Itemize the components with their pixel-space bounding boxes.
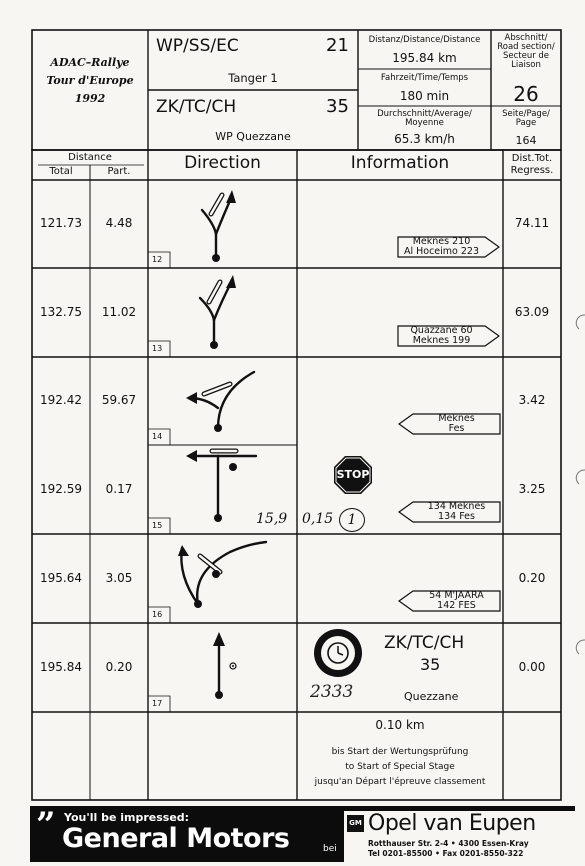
tulip-13-fork-right-icon (200, 275, 236, 349)
ad-tagline: You'll be impressed: (64, 811, 190, 824)
time-label: Fahrzeit/Time/Temps (380, 73, 469, 83)
distance-value: 195.84 km (392, 51, 457, 65)
tc-number: 35 (420, 655, 441, 674)
handwritten-circled: 1 (339, 508, 365, 532)
road-sign-left-14: Meknes Fes (398, 413, 501, 435)
row-17-number: 17 (152, 699, 163, 708)
average-value: 65.3 km/h (394, 132, 455, 146)
row-12-regress: 74.11 (514, 216, 550, 230)
zk-number: 35 (326, 96, 349, 117)
wp-label: WP/SS/EC (156, 36, 239, 56)
col-information: Information (350, 153, 450, 173)
row-12-part: 4.48 (105, 216, 133, 230)
dealer-panel (344, 811, 575, 862)
dealer-address: Rotthauser Str. 2-4 • 4300 Essen-Kray (368, 839, 529, 848)
row-12-total: 121.73 (40, 216, 82, 230)
row-17-total: 195.84 (40, 660, 82, 674)
page-value: 164 (515, 134, 537, 147)
row-16-total: 195.64 (40, 571, 82, 585)
tulip-17-straight-icon (213, 632, 236, 699)
row-15-regress: 3.25 (518, 482, 546, 496)
row-13-total: 132.75 (40, 305, 82, 319)
row-13-regress: 63.09 (514, 305, 550, 319)
road-sign-right-13: Quazzane 60 Meknes 199 (397, 325, 500, 347)
col-direction: Direction (184, 153, 261, 173)
tc-place: Quezzane (404, 690, 459, 703)
ad-banner (30, 806, 575, 862)
row-14-total: 192.42 (40, 393, 82, 407)
time-value: 180 min (399, 89, 450, 103)
event-title: ADAC–Rallye Tour d'Europe 1992 (46, 56, 134, 105)
average-label: Durchschnitt/Average/ Moyenne (377, 109, 472, 128)
row-17-part: 0.20 (105, 660, 133, 674)
row-14-part: 59.67 (101, 393, 137, 407)
col-dist-tot: Dist.Tot. Regress. (510, 153, 554, 176)
row-12-number: 12 (152, 255, 163, 264)
tulip-16-bend-icon (178, 542, 266, 608)
ad-bei: bei (323, 844, 337, 854)
row-13-part: 11.02 (101, 305, 137, 319)
tc-label: ZK/TC/CH (384, 633, 465, 653)
row-17-regress: 0.00 (518, 660, 546, 674)
tulip-14-bear-left-icon (186, 372, 254, 432)
quote-mark-icon: ” (36, 805, 56, 845)
row-14-number: 14 (152, 432, 163, 441)
page-label: Seite/Page/ Page (502, 109, 550, 128)
row-16-number: 16 (152, 610, 163, 619)
distance-label: Distanz/Distance/Distance (368, 35, 481, 45)
col-distance: Distance (68, 152, 112, 163)
road-sign-left-15: 134 Meknes 134 Fes (398, 501, 501, 523)
row-14-regress: 3.42 (518, 393, 546, 407)
handwritten-note-2: 0,15 (302, 511, 334, 527)
final-distance: 0.10 km (375, 718, 425, 732)
time-control-clock-icon (312, 627, 364, 679)
section-label: Abschnitt/ Road section/ Secteur de Liaison (497, 33, 555, 70)
ad-brand: General Motors (62, 823, 290, 854)
wp-number: 21 (326, 35, 349, 56)
row-13-number: 13 (152, 344, 163, 353)
dealer-phone: Tel 0201-85500 • Fax 0201-8550-322 (368, 849, 524, 858)
row-15-total: 192.59 (40, 482, 82, 496)
zk-label: ZK/TC/CH (156, 97, 237, 117)
row-16-part: 3.05 (105, 571, 133, 585)
road-sign-left-16: 54 M'JAARA 142 FES (398, 590, 501, 612)
handwritten-time: 2333 (310, 682, 354, 702)
row-15-number: 15 (152, 521, 163, 530)
row-15-part: 0.17 (105, 482, 133, 496)
tulip-15-turn-left-icon (186, 450, 256, 522)
section-value: 26 (513, 82, 539, 106)
stop-sign-label: STOP (336, 468, 370, 481)
handwritten-note-1: 15,9 (256, 511, 288, 527)
zk-place: WP Quezzane (215, 130, 291, 143)
gm-logo-icon: GM (347, 815, 364, 832)
final-instructions: bis Start der Wertungsprüfung to Start of Special Stage jusqu'an Départ l'épreuve classement (314, 747, 486, 787)
wp-place: Tanger 1 (228, 71, 278, 85)
stop-sign-icon (333, 455, 373, 495)
col-total: Total (49, 166, 73, 177)
dealer-name: Opel van Eupen (368, 811, 536, 836)
row-16-regress: 0.20 (518, 571, 546, 585)
tulip-12-fork-right-icon (202, 190, 236, 262)
col-part: Part. (107, 166, 131, 177)
road-sign-right-12: Meknes 210 Al Hoceimo 223 (397, 236, 500, 258)
